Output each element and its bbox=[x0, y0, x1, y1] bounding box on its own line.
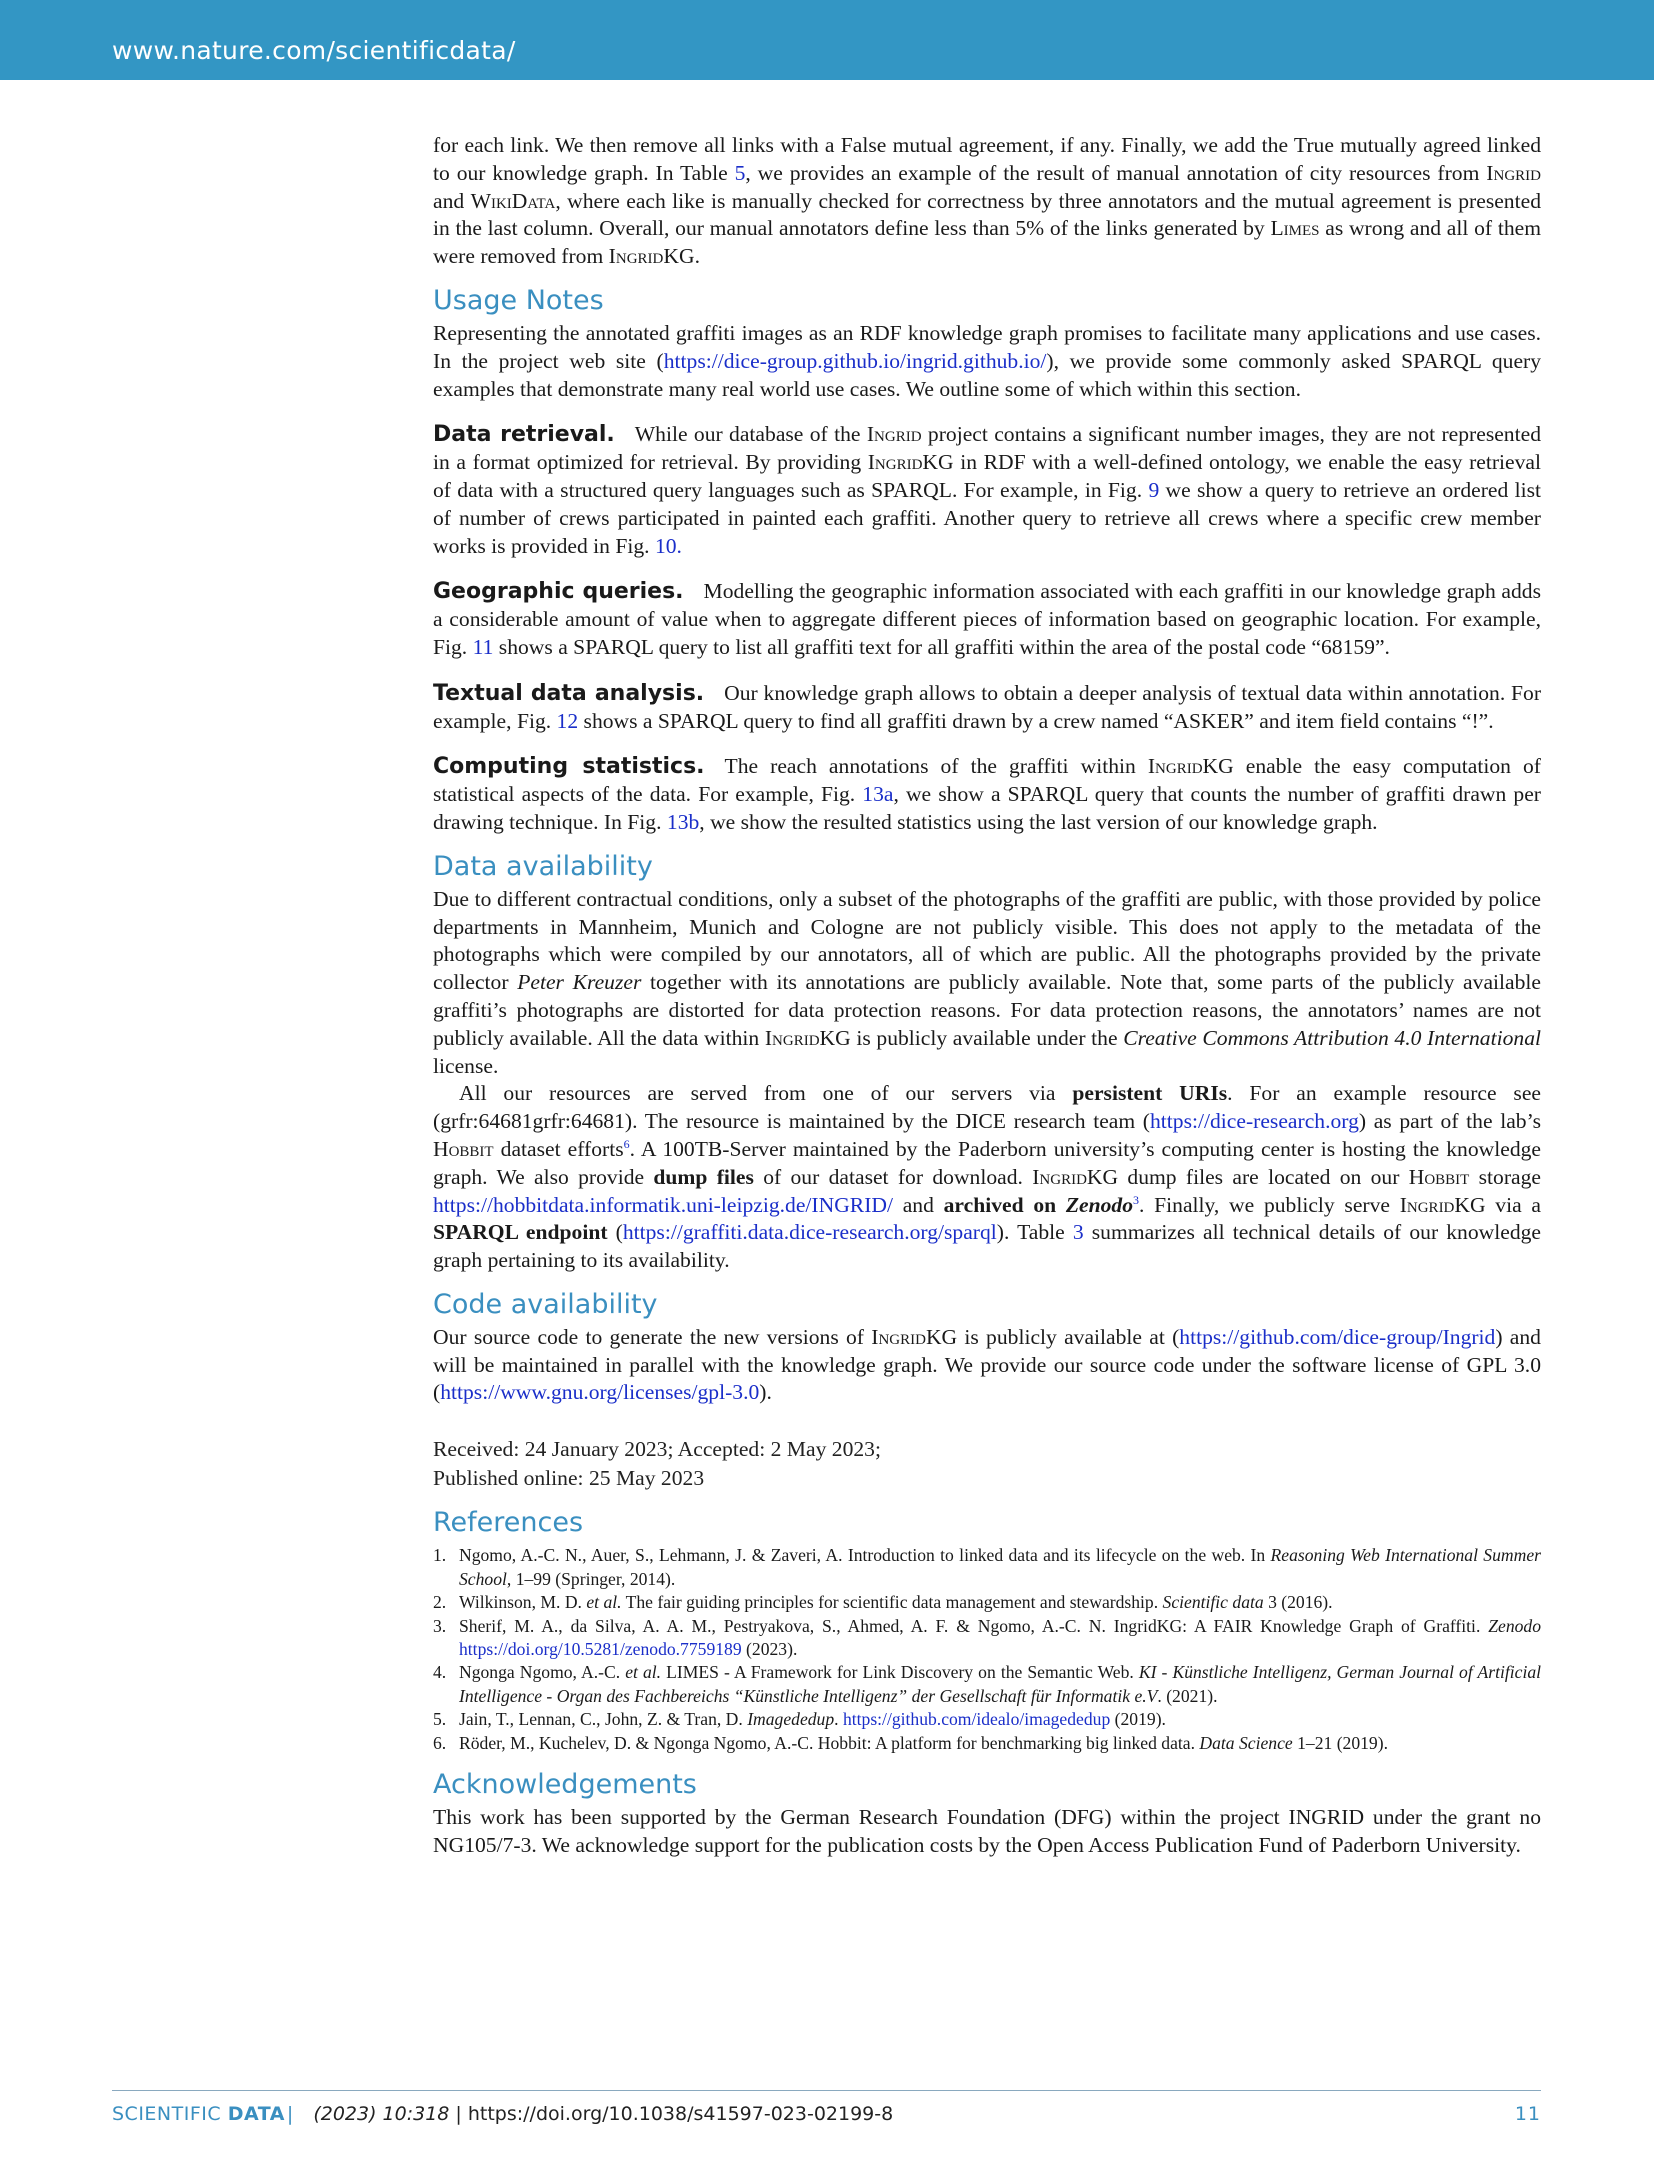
published-online-date: Published online: 25 May 2023 bbox=[433, 1466, 705, 1491]
data-retrieval-heading: Data retrieval. bbox=[433, 422, 615, 448]
reference-item: 4. Ngonga Ngomo, A.-C. et al. LIMES - A Framework for Link Discovery on the Semantic Web. KI - Künstliche Intelligenz, German Journal of Artificial Intelligence - Organ des Fachbereichs “Künstliche Intelligenz” der Gesellschaft für Informatik e.V. (2021). bbox=[433, 1662, 1542, 1706]
fig-11-link[interactable]: 11 bbox=[472, 634, 494, 659]
references-heading: References bbox=[433, 1507, 584, 1539]
code-availability-heading: Code availability bbox=[433, 1288, 658, 1320]
received-accepted-dates: Received: 24 January 2023; Accepted: 2 May 2023; bbox=[433, 1437, 881, 1462]
reference-item: 3. Sherif, M. A., da Silva, A. A. M., Pestryakova, S., Ahmed, A. F. & Ngomo, A.-C. N. IngridKG: A FAIR Knowledge Graph of Graffiti. Zenodo https://doi.org/10.5281/zenodo.7759189 (2023). bbox=[433, 1615, 1541, 1659]
footer-doi[interactable]: | https://doi.org/10.1038/s41597-023-02199-8 bbox=[449, 2103, 894, 2125]
geographic-queries-paragraph: Geographic queries. Modelling the geographic information associated with each graffiti in our knowledge graph adds a considerable amount of value when to aggregate different pieces of information based on geographic location. For example, Fig. 11 shows a SPARQL query to list all graffiti text for all graffiti within the area of the postal code “68159”. bbox=[433, 579, 1541, 659]
table-3-link[interactable]: 3 bbox=[1072, 1220, 1084, 1245]
textual-analysis-paragraph: Textual data analysis. Our knowledge graph allows to obtain a deeper analysis of textual data within annotation. For example, Fig. 12 shows a SPARQL query to find all graffiti drawn by a crew named “ASKER” and item field contains “!”. bbox=[433, 680, 1542, 733]
reference-item: 2. Wilkinson, M. D. et al. The fair guiding principles for scientific data management and stewardship. Scientific data 3 (2016). bbox=[433, 1592, 1333, 1613]
dice-research-link[interactable]: https://dice-research.org bbox=[1150, 1109, 1359, 1134]
fig-13a-link[interactable]: 13a bbox=[862, 782, 894, 807]
intro-paragraph: for each link. We then remove all links with a False mutual agreement, if any. Finally, we add the True mutually agreed linked to our knowledge graph. In Table 5, we provides an example of the result of manual annotation of city resources from Ingrid and WikiData, where each like is manually checked for correctness by three annotators and the mutual agreement is presented in the last column. Overall, our manual annotators define less than 5% of the links generated by Limes as wrong and all of them were removed from IngridKG. bbox=[433, 133, 1542, 269]
reference-item: 5. Jain, T., Lennan, C., John, Z. & Tran, D. Imagededup. https://github.com/idealo/imagededup (2019). bbox=[433, 1709, 1166, 1730]
acknowledgements-paragraph: This work has been supported by the German Research Foundation (DFG) within the project INGRID under the grant no NG105/7-3. We acknowledge support for the publication costs by the Open Access Publication Fund of Paderborn University. bbox=[433, 1804, 1541, 1857]
computing-statistics-paragraph: Computing statistics. The reach annotations of the graffiti within IngridKG enable the easy computation of statistical aspects of the data. For example, Fig. 13a, we show a SPARQL query that counts the number of graffiti drawn per drawing technique. In Fig. 13b, we show the resulted statistics using the last version of our knowledge graph. bbox=[433, 754, 1541, 834]
imagededup-link[interactable]: https://github.com/idealo/imagededup bbox=[842, 1709, 1111, 1730]
page-footer bbox=[112, 2103, 1541, 2133]
page-number: 11 bbox=[1514, 2103, 1541, 2125]
usage-notes-heading: Usage Notes bbox=[433, 284, 604, 316]
geographic-queries-heading: Geographic queries. bbox=[433, 579, 684, 605]
acknowledgements-heading: Acknowledgements bbox=[433, 1768, 697, 1800]
gpl-license-link[interactable]: https://www.gnu.org/licenses/gpl-3.0 bbox=[440, 1380, 760, 1405]
reference-item: 6. Röder, M., Kuchelev, D. & Ngonga Ngomo, A.-C. Hobbit: A platform for benchmarking big linked data. Data Science 1–21 (2019). bbox=[433, 1732, 1388, 1753]
hobbit-storage-link[interactable]: https://hobbitdata.informatik.uni-leipzig.de/INGRID/ bbox=[433, 1192, 893, 1217]
zenodo-doi-link[interactable]: https://doi.org/10.5281/zenodo.7759189 bbox=[459, 1638, 742, 1659]
computing-statistics-heading: Computing statistics. bbox=[433, 754, 705, 780]
textual-analysis-heading: Textual data analysis. bbox=[433, 680, 705, 706]
data-availability-heading: Data availability bbox=[433, 850, 653, 882]
data-availability-paragraph-2: All our resources are served from one of our servers via persistent URIs. For an example resource see (grfr:64681grfr:64681). The resource is maintained by the DICE research team (https://dice-research.org) as part of the lab’s Hobbit dataset efforts$^6$. A 100TB-Server maintained by the Paderborn university’s computing center is hosting the knowledge graph. We also provide dump files of our dataset for download. IngridKG dump files are located on our Hobbit storage https://hobbitdata.informatik.uni-leipzig.de/INGRID/ and archived on Zenodo$^3$. Finally, we publicly serve IngridKG via a SPARQL endpoint (https://graffiti.data.dice-research.org/sparql). Table 3 summarizes all technical details of our knowledge graph pertaining to its availability. bbox=[433, 1081, 1541, 1273]
table-5-link[interactable]: 5 bbox=[734, 160, 746, 185]
references-list bbox=[433, 1544, 1541, 1755]
reference-item: 1. Ngomo, A.-C. N., Auer, S., Lehmann, J. & Zaveri, A. Introduction to linked data and its lifecycle on the web. In Reasoning Web International Summer School, 1–99 (Springer, 2014). bbox=[433, 1545, 1541, 1589]
sparql-endpoint-link[interactable]: https://graffiti.data.dice-research.org/sparql bbox=[622, 1220, 997, 1245]
data-retrieval-paragraph: Data retrieval. While our database of the Ingrid project contains a significant number images, they are not represented in a format optimized for retrieval. By providing IngridKG in RDF with a well-defined ontology, we enable the easy retrieval of data with a structured query languages such as SPARQL. For example, in Fig. 9 we show a query to retrieve an ordered list of number of crews participated in painted each graffiti. Another query to retrieve all crews where a specific crew member works is provided in Fig. 10. bbox=[433, 422, 1541, 558]
fig-13b-link[interactable]: 13b bbox=[666, 809, 700, 834]
project-website-link[interactable]: https://dice-group.github.io/ingrid.github.io/ bbox=[663, 348, 1047, 373]
ref-6-link[interactable]: 6 bbox=[623, 1136, 630, 1151]
journal-header-bar bbox=[0, 0, 1654, 80]
github-repo-link[interactable]: https://github.com/dice-group/Ingrid bbox=[1179, 1324, 1496, 1349]
fig-10-link[interactable]: 10. bbox=[654, 533, 682, 558]
footer-journal-name: SCIENTIFIC DATA bbox=[112, 2103, 285, 2125]
code-availability-paragraph: Our source code to generate the new versions of IngridKG is publicly available at (https://github.com/dice-group/Ingrid) and will be maintained in parallel with the knowledge graph. We provide our source code under the software license of GPL 3.0 (https://www.gnu.org/licenses/gpl-3.0). bbox=[433, 1324, 1541, 1405]
publication-dates bbox=[433, 1435, 1541, 1493]
ref-3-link[interactable]: 3 bbox=[1133, 1192, 1140, 1207]
journal-url[interactable]: www.nature.com/scientificdata/ bbox=[112, 36, 516, 65]
footer-separator: | bbox=[286, 2103, 294, 2125]
data-availability-paragraph-1: Due to different contractual conditions, only a subset of the photographs of the graffiti are public, with those provided by police departments in Mannheim, Munich and Cologne are not publicly visible. This does not apply to the metadata of the photographs which were compiled by our annotators, all of which are public. All the photographs provided by the private collector Peter Kreuzer together with its annotations are publicly available. Note that, some parts of the publicly available graffiti’s photographs are distorted for data protection reasons. For data protection reasons, the annotators’ names are not publicly available. All the data within IngridKG is publicly available under the Creative Commons Attribution 4.0 International license. bbox=[433, 886, 1541, 1078]
fig-9-link[interactable]: 9 bbox=[1148, 477, 1160, 502]
footer-citation: (2023) 10:318 bbox=[313, 2103, 450, 2125]
fig-12-link[interactable]: 12 bbox=[556, 708, 579, 733]
usage-notes-paragraph: Representing the annotated graffiti images as an RDF knowledge graph promises to facilitate many applications and use cases. In the project web site (https://dice-group.github.io/ingrid.github.io/), we provide some commonly asked SPARQL query examples that demonstrate many real world use cases. We outline some of which within this section. bbox=[433, 320, 1542, 401]
footer-divider bbox=[112, 2090, 1541, 2091]
article-body bbox=[433, 132, 1541, 1860]
